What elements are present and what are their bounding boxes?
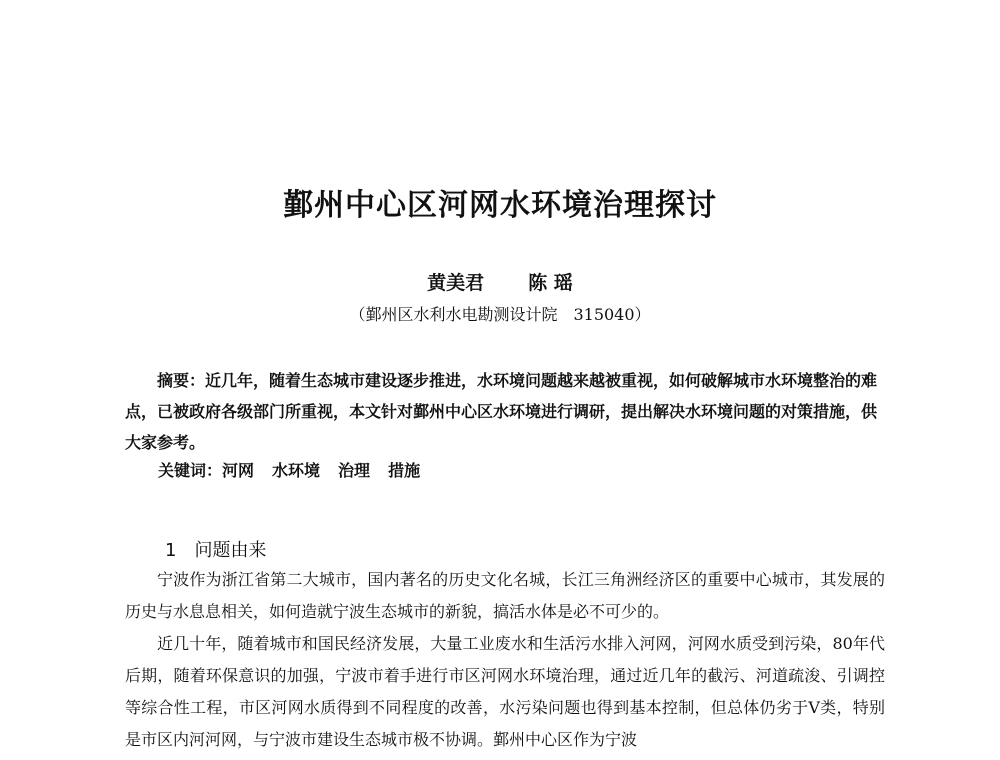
section-number: 1 bbox=[165, 540, 177, 561]
keywords bbox=[158, 458, 438, 481]
paragraph: 近几十年，随着城市和国民经济发展，大量工业废水和生活污水排入河网，河网水质受到污染，80年代后期，随着环保意识的加强，宁波市着手进行市区河网水环境治理，通过近几年的截污、河道疏浚、引调控等综合性工程，市区河网水质得到不同程度的改善，水污染问题也得到基本控制，但总体仍劣于Ⅴ类，特别是市区内河河网，与宁波市建设生态城市极不协调。鄞州中心区作为宁波 bbox=[125, 634, 885, 749]
keyword: 水环境 bbox=[272, 461, 321, 480]
keyword: 治理 bbox=[338, 461, 371, 480]
author-name: 陈 瑶 bbox=[528, 272, 573, 294]
abstract-text: 近几年，随着生态城市建设逐步推进，水环境问题越来越被重视，如何破解城市水环境整治的难点，已被政府各级部门所重视，本文针对鄞州中心区水环境进行调研，提出解决水环境问题的对策措施，供大家参考。 bbox=[125, 371, 878, 452]
abstract-label: 摘要： bbox=[157, 371, 206, 390]
author-name: 黄美君 bbox=[427, 272, 485, 294]
section-title: 问题由来 bbox=[194, 540, 267, 561]
keywords-label: 关键词： bbox=[158, 461, 223, 480]
abstract bbox=[125, 365, 885, 458]
keyword: 措施 bbox=[388, 461, 421, 480]
paragraph: 宁波作为浙江省第二大城市，国内著名的历史文化名城，长江三角洲经济区的重要中心城市，其发展的历史与水息息相关，如何造就宁波生态城市的新貌，搞活水体是必不可少的。 bbox=[125, 570, 885, 621]
body-text bbox=[125, 564, 885, 756]
paper-title: 鄞州中心区河网水环境治理探讨 bbox=[283, 188, 717, 223]
keyword: 河网 bbox=[222, 461, 255, 480]
author-line bbox=[0, 268, 1000, 295]
section-heading bbox=[165, 536, 266, 562]
affiliation: （鄞州区水利水电勘测设计院 315040） bbox=[349, 305, 651, 324]
